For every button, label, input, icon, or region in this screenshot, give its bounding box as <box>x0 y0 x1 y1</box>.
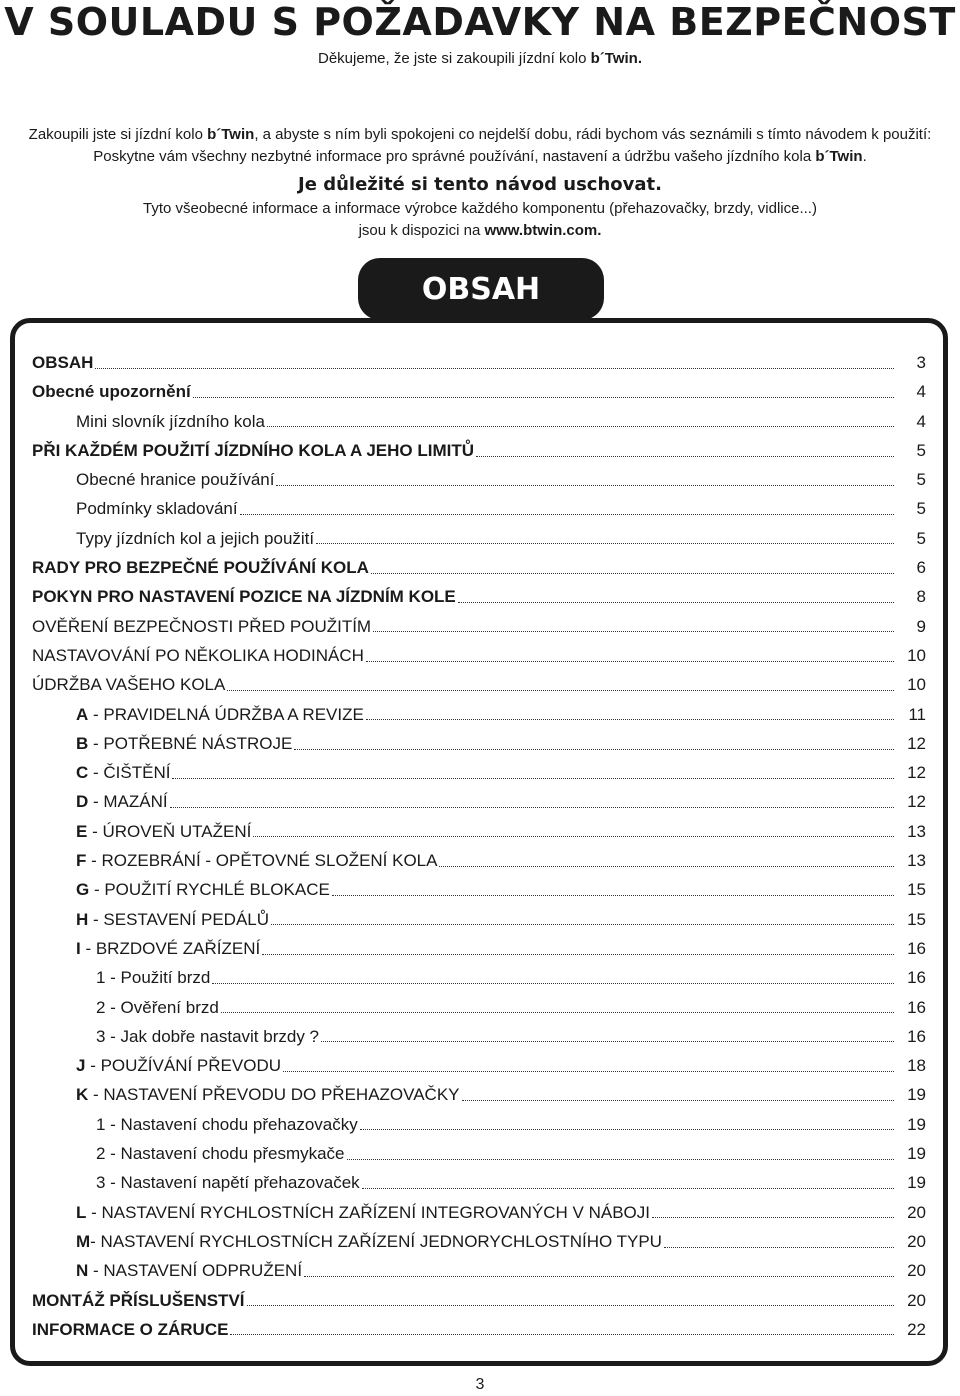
toc-entry-title: RADY PRO BEZPEČNÉ POUŽÍVÁNÍ KOLA <box>32 558 369 578</box>
toc-entry-title: 1 - Použití brzd <box>96 968 211 988</box>
intro-text: Zakoupili jste si jízdní kolo <box>28 126 208 143</box>
toc-entry-page: 20 <box>907 1202 926 1222</box>
toc-entry[interactable] <box>32 494 926 523</box>
toc-entry-letter: N <box>76 1261 89 1281</box>
toc-entry-title: 3 - Nastavení napětí přehazovaček <box>96 1173 360 1193</box>
intro-line-1 <box>0 124 960 146</box>
dot-leader <box>316 542 894 544</box>
dot-leader <box>439 865 894 867</box>
toc-entry[interactable] <box>32 905 926 934</box>
toc-entry-title: POKYN PRO NASTAVENÍ POZICE NA JÍZDNÍM KOLE <box>32 587 456 607</box>
thanks-line <box>0 50 960 67</box>
dot-leader <box>253 835 894 837</box>
toc-entry-letter: K <box>76 1085 89 1105</box>
toc-entry[interactable] <box>32 1286 926 1315</box>
toc-entry-page: 8 <box>916 587 926 607</box>
toc-entry-page: 20 <box>907 1261 926 1281</box>
toc-entry-text: - NASTAVENÍ ODPRUŽENÍ <box>88 1261 303 1281</box>
toc-entry-title <box>32 1227 662 1256</box>
toc-entry[interactable] <box>32 1315 926 1344</box>
toc-entry-page: 5 <box>916 470 926 490</box>
toc-entry-text: - POUŽITÍ RYCHLÉ BLOKACE <box>89 880 330 900</box>
toc-entry[interactable] <box>32 553 926 582</box>
dot-leader <box>221 1011 894 1013</box>
toc-entry-text: - ČIŠTĚNÍ <box>88 763 171 783</box>
toc-entry[interactable] <box>32 436 926 465</box>
brand-name: b´Twin. <box>590 50 642 67</box>
toc-entry-page: 15 <box>907 909 926 929</box>
toc-entry[interactable] <box>32 1227 926 1256</box>
dot-leader <box>462 1099 894 1101</box>
toc-entry-page: 20 <box>907 1290 926 1310</box>
dot-leader <box>271 923 894 925</box>
toc-entry-title <box>32 1051 281 1080</box>
toc-entry-letter: H <box>76 909 89 929</box>
toc-entry[interactable] <box>32 612 926 641</box>
toc-entry[interactable] <box>32 963 926 992</box>
dot-leader <box>212 982 894 984</box>
toc-entry-letter: G <box>76 880 90 900</box>
dot-leader <box>193 396 894 398</box>
page-number: 3 <box>475 1376 485 1393</box>
toc-entry-text: - NASTAVENÍ PŘEVODU DO PŘEHAZOVAČKY <box>88 1085 460 1105</box>
dot-leader <box>652 1216 894 1218</box>
toc-entry[interactable] <box>32 1022 926 1051</box>
toc-entry-letter: M <box>76 1231 91 1251</box>
dot-leader <box>230 1333 894 1335</box>
intro-text: . <box>862 148 867 165</box>
toc-entry-page: 12 <box>907 763 926 783</box>
brand-name: b´Twin <box>815 148 863 165</box>
toc-entry-title: Obecné upozornění <box>32 382 191 402</box>
dot-leader <box>476 455 894 457</box>
toc-entry-title <box>32 787 168 816</box>
dot-leader <box>276 484 894 486</box>
toc-entry[interactable] <box>32 758 926 787</box>
toc-entry-title <box>32 875 330 904</box>
intro-text: Poskytne vám všechny nezbytné informace pro správné používání, nastavení a údržbu vašeho jízdního kola <box>93 148 816 165</box>
toc-entry-title: NASTAVOVÁNÍ PO NĚKOLIKA HODINÁCH <box>32 645 364 665</box>
dot-leader <box>458 601 894 603</box>
toc-entry-page: 6 <box>916 558 926 578</box>
website-link[interactable]: www.btwin.com. <box>484 222 602 239</box>
toc-entry[interactable] <box>32 700 926 729</box>
toc-entry-page: 12 <box>907 792 926 812</box>
toc-entry[interactable] <box>32 407 926 436</box>
intro-line-2 <box>0 146 960 168</box>
toc-entry-text: - POUŽÍVÁNÍ PŘEVODU <box>85 1056 281 1076</box>
toc-entry-page: 4 <box>916 411 926 431</box>
toc-entry-letter: I <box>76 938 81 958</box>
toc-entry[interactable] <box>32 729 926 758</box>
dot-leader <box>95 367 894 369</box>
dot-leader <box>362 1187 894 1189</box>
toc-entry-title: ÚDRŽBA VAŠEHO KOLA <box>32 675 226 695</box>
dot-leader <box>366 660 894 662</box>
toc-entry-page: 16 <box>907 968 926 988</box>
toc-entry[interactable] <box>32 1080 926 1109</box>
toc-entry-page: 19 <box>907 1114 926 1134</box>
dot-leader <box>347 1158 894 1160</box>
toc-entry-page: 13 <box>907 821 926 841</box>
toc-entry-title: 2 - Ověření brzd <box>96 997 219 1017</box>
toc-entry[interactable] <box>32 1198 926 1227</box>
toc-entry-letter: F <box>76 851 87 871</box>
toc-entry-page: 19 <box>907 1173 926 1193</box>
info-line-2 <box>0 220 960 242</box>
toc-entry-letter: E <box>76 821 88 841</box>
toc-entry-page: 19 <box>907 1085 926 1105</box>
toc-entry-title <box>32 1198 650 1227</box>
toc-entry-title: Obecné hranice používání <box>76 470 275 490</box>
brand-name: b´Twin <box>207 126 255 143</box>
toc-entry-title <box>32 934 260 963</box>
toc-entry-title <box>32 700 364 729</box>
dot-leader <box>267 425 894 427</box>
toc-entry-page: 16 <box>907 997 926 1017</box>
toc-entry-title: INFORMACE O ZÁRUCE <box>32 1319 229 1339</box>
toc-entry-page: 5 <box>916 440 926 460</box>
toc-entry-text: - BRZDOVÉ ZAŘÍZENÍ <box>80 938 261 958</box>
toc-entry-title <box>32 1256 302 1285</box>
toc-entry-text: - MAZÁNÍ <box>88 792 168 812</box>
toc-entry[interactable] <box>32 377 926 406</box>
toc-entry[interactable] <box>32 1051 926 1080</box>
toc-entry-page: 16 <box>907 1026 926 1046</box>
toc-entry[interactable] <box>32 817 926 846</box>
toc-entry-page: 11 <box>908 704 926 724</box>
toc-entry-page: 15 <box>907 880 926 900</box>
dot-leader <box>172 777 894 779</box>
toc-entry-letter: J <box>76 1056 86 1076</box>
dot-leader <box>371 572 894 574</box>
toc-entry-text: - ÚROVEŇ UTAŽENÍ <box>87 821 252 841</box>
toc-entry-page: 20 <box>907 1231 926 1251</box>
toc-entry-letter: D <box>76 792 89 812</box>
toc-entry-page: 4 <box>916 382 926 402</box>
thanks-text: Děkujeme, že jste si zakoupili jízdní kolo <box>318 50 591 67</box>
toc-entry-page: 9 <box>916 616 926 636</box>
toc-entry-page: 22 <box>907 1319 926 1339</box>
toc-entry-page: 12 <box>907 733 926 753</box>
keep-notice: Je důležité si tento návod uschovat. <box>298 174 662 195</box>
toc-entry-letter: B <box>76 733 89 753</box>
toc-entry-title: Podmínky skladování <box>76 499 238 519</box>
intro-text: , a abyste s ním byli spokojeni co nejdelší dobu, rádi bychom vás seznámili s tímto návodem k použití: <box>254 126 932 143</box>
toc-heading: OBSAH <box>358 258 604 320</box>
dot-leader <box>332 894 894 896</box>
toc-entry[interactable] <box>32 1139 926 1168</box>
toc-entry-title: OVĚŘENÍ BEZPEČNOSTI PŘED POUŽITÍM <box>32 616 372 636</box>
toc-entry-title: 3 - Jak dobře nastavit brzdy ? <box>96 1026 320 1046</box>
toc-entry-text: - NASTAVENÍ RYCHLOSTNÍCH ZAŘÍZENÍ INTEGROVANÝCH V NÁBOJI <box>86 1202 650 1222</box>
toc-entry-title: 1 - Nastavení chodu přehazovačky <box>96 1114 358 1134</box>
toc-entry[interactable] <box>32 1256 926 1285</box>
toc-entry-page: 16 <box>907 938 926 958</box>
dot-leader <box>170 806 894 808</box>
toc-entry-letter: C <box>76 763 89 783</box>
dot-leader <box>304 1275 894 1277</box>
toc-entry-page: 5 <box>916 499 926 519</box>
toc-entry-page: 19 <box>907 1144 926 1164</box>
dot-leader <box>247 1304 894 1306</box>
toc-entry-title <box>32 758 170 787</box>
dot-leader <box>664 1246 894 1248</box>
toc-entry-title: Mini slovník jízdního kola <box>76 411 265 431</box>
toc-entry[interactable] <box>32 465 926 494</box>
info-paragraph <box>0 198 960 242</box>
dot-leader <box>366 718 894 720</box>
dot-leader <box>283 1070 894 1072</box>
toc-entry-letter: A <box>76 704 89 724</box>
dot-leader <box>227 689 894 691</box>
dot-leader <box>294 748 894 750</box>
toc-entry[interactable] <box>32 348 926 377</box>
toc-entry-title <box>32 846 437 875</box>
table-of-contents <box>32 348 926 1344</box>
toc-entry-page: 10 <box>907 645 926 665</box>
toc-entry[interactable] <box>32 993 926 1022</box>
toc-entry[interactable] <box>32 875 926 904</box>
toc-entry-title <box>32 729 292 758</box>
toc-entry[interactable] <box>32 524 926 553</box>
toc-entry[interactable] <box>32 1168 926 1197</box>
toc-entry-title: MONTÁŽ PŘÍSLUŠENSTVÍ <box>32 1290 245 1310</box>
toc-entry-page: 18 <box>907 1056 926 1076</box>
toc-entry-text: - SESTAVENÍ PEDÁLŮ <box>88 909 270 929</box>
toc-entry[interactable] <box>32 582 926 611</box>
info-line-1: Tyto všeobecné informace a informace výrobce každého komponentu (přehazovačky, brzdy, vidlice...) <box>143 200 817 217</box>
toc-entry-text: - POTŘEBNÉ NÁSTROJE <box>88 733 293 753</box>
toc-entry-title: 2 - Nastavení chodu přesmykače <box>96 1144 345 1164</box>
intro-paragraph <box>0 124 960 168</box>
toc-entry-letter: L <box>76 1202 87 1222</box>
dot-leader <box>360 1128 894 1130</box>
toc-entry-text: - NASTAVENÍ RYCHLOSTNÍCH ZAŘÍZENÍ JEDNORYCHLOSTNÍHO TYPU <box>90 1231 662 1251</box>
toc-entry-text: - ROZEBRÁNÍ - OPĚTOVNÉ SLOŽENÍ KOLA <box>86 851 438 871</box>
toc-entry[interactable] <box>32 670 926 699</box>
toc-entry-title: Typy jízdních kol a jejich použití <box>76 528 315 548</box>
toc-entry[interactable] <box>32 641 926 670</box>
dot-leader <box>321 1040 894 1042</box>
toc-entry[interactable] <box>32 787 926 816</box>
dot-leader <box>373 630 894 632</box>
toc-entry-title <box>32 817 251 846</box>
toc-entry-page: 5 <box>916 528 926 548</box>
toc-entry-page: 10 <box>907 675 926 695</box>
dot-leader <box>240 513 894 515</box>
toc-entry-page: 3 <box>916 353 926 372</box>
dot-leader <box>262 953 894 955</box>
toc-entry[interactable] <box>32 846 926 875</box>
toc-entry[interactable] <box>32 1110 926 1139</box>
toc-entry-title <box>32 905 269 934</box>
toc-entry-title: PŘI KAŽDÉM POUŽITÍ JÍZDNÍHO KOLA A JEHO LIMITŮ <box>32 440 474 460</box>
toc-entry[interactable] <box>32 934 926 963</box>
info-text: jsou k dispozici na <box>358 222 485 239</box>
page-title: V SOULADU S POŽADAVKY NA BEZPEČNOST <box>4 0 956 44</box>
toc-entry-title: OBSAH <box>32 353 94 372</box>
toc-entry-page: 13 <box>907 851 926 871</box>
toc-entry-text: - PRAVIDELNÁ ÚDRŽBA A REVIZE <box>88 704 364 724</box>
toc-entry-title <box>32 1080 460 1109</box>
